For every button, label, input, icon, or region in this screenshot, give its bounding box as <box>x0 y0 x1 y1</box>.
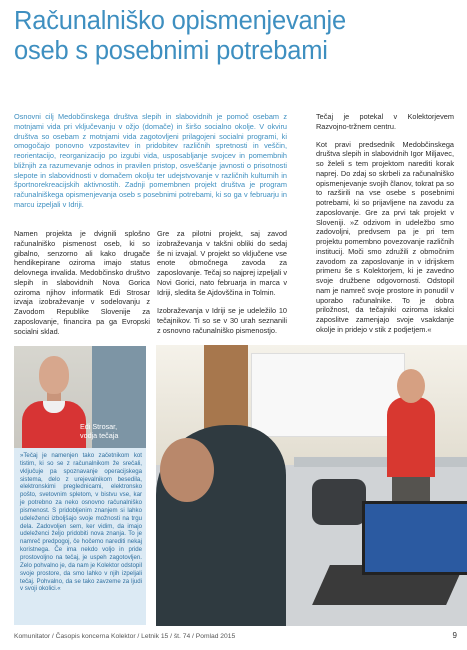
portrait-head <box>39 356 69 394</box>
page-number: 9 <box>452 631 457 640</box>
body-paragraph: Kot pravi predsednik Medobčinskega društva slepih in slabovidnih Igor Miljavec, so želeli s tem projektom narediti korak naprej. Do zdaj so skrbeli za računalniško opismenjevanje svojih članov, tokrat pa so to razširili na vse osebe s posebnimi potrebami, ki so prijavljene na zavodu za zaposlovanje. Gre za prvi tak projekt v Sloveniji. »Z odzivom in udeležbo smo zadovoljni, predvsem pa je pri tem projektu pomembno povezovanje različnih institucij. Moči smo združili z območnim zavodom za zaposlovanje in v idrijskem primeru še s Kolektorjem, ki je zavedno svoje družbene odgovornosti. Odstopil nam je namreč svoje prostore in ponudil v uporabo računalnike. To je dobra priložnost, da tečajniki oziroma iskalci zaposlitve zamenjajo svoje vsakdanje okolje in pridejo v stik z podjetjem.« <box>316 139 454 334</box>
body-column-1 <box>14 229 150 344</box>
student-head <box>160 438 214 502</box>
photo-caption <box>80 423 118 440</box>
article-title <box>14 6 454 66</box>
body-paragraph: Izobraževanja v Idriji se je udeležilo 10 tečajnikov. Ti so se v 30 urah seznanili z osnovno računalniško pismenostjo. <box>157 306 287 335</box>
caption-role: vodja tečaja <box>80 430 119 440</box>
caption-name: Edi Strosar, <box>80 422 118 431</box>
back-desk <box>294 457 467 467</box>
body-paragraph: Tečaj je potekal v Kolektorjevem Razvojno-tržnem centru. <box>316 112 454 131</box>
body-column-3 <box>316 112 454 343</box>
laptop-front <box>362 501 467 575</box>
body-paragraph: Gre za pilotni projekt, saj zavod izobraževanja v takšni obliki do sedaj še ni izvajal. V projekt so vključene vse enote območnega zavoda za zaposlovanje. Tečaj so najprej izpeljali v Novi Gorici, nato februarja in marca v Idriji, sledita še Ajdovščina in Tolmin. <box>157 229 287 297</box>
title-line-2: oseb s posebnimi potrebami <box>14 37 328 65</box>
page-footer: Komunitator / Časopis koncerna Kolektor / Letnik 15 / št. 74 / Pomlad 2015 <box>14 633 236 640</box>
body-paragraph: Namen projekta je dvignili splošno računalniško pismenost oseb, ki so gibalno, senzorno ali kako drugače hendikepirane oziroma imajo status delovnega invalida. Medobčinsko društvo slepih in slabovidnih Nova Gorica oziroma njihov informatik Edi Strosar izvaja izobraževanje v sodelovanju z Zavodom Republike Slovenije za zaposlovanje, financira pa ga Evropski socialni sklad. <box>14 229 150 336</box>
trainer-head <box>397 369 425 403</box>
classroom-photo <box>156 345 467 626</box>
sidebar-quote: »Tečaj je namenjen tako začetnikom kot tistim, ki so se z računalnikom že srečali, vključuje pa spoznavanje operacijskega sistema, delo z urejevalnikom besedila, elektronskimi preglednicami, elektronsko pošto, svetovnim spletom, v bistvu vse, kar je potrebno za neko osnovno računalniško pismenost. S pridobljenim znanjem si lahko udeleženci izboljšajo svoje možnosti na trgu dela. Zadovoljen sem, ker vidim, da imajo udeleženci željo pridobiti nova znanja. To je namreč predpogoj, če hočemo narediti nekaj koristnega. Če ima nekdo voljo in pride prostovoljno na tečaj, je uspeh zagotovljen. Zelo pohvalno je, da nam je Kolektor odstopil svoje prostore, da smo lahko v njih izpeljali tečaj. Pohvalno, da se tako zavzeme za ljudi v svoji okolici.« <box>20 452 142 593</box>
body-column-2 <box>157 229 287 345</box>
title-line-1: Računalniško opismenjevanje <box>14 7 346 35</box>
projection-screen <box>251 353 405 437</box>
article-lead: Osnovni cilj Medobčinskega društva slepih in slabovidnih je pomoč osebam z motnjami vida pri vključevanju v ožjo (domače) in širšo socialno okolje. V okviru društva so osebam z motnjami vida zagotovljeni prilagojeni socialni programi, ki omogočajo ponovno vzpostavitev in pridobitev različnih spretnosti in veščin, reorientacijo, reorganizacijo po izgubi vida, usposabljanje svojcev in pomembnih bližnjih za razumevanje odnos in pravilen pristop, osveščanje javnosti o prisotnosti slepote in slabovidnosti v domačem okolju ter udejstvovanje v različnih kulturnih in športnorekreacijskih aktivnostih. Zadnji pomembnen projekt društva je program računalniškega opismenjevanja oseb s posebnimi potrebami, ki so ga v februarju in marcu izpeljali v Idriji. <box>14 112 287 209</box>
office-chair <box>312 479 366 525</box>
trainer-body <box>387 397 435 477</box>
